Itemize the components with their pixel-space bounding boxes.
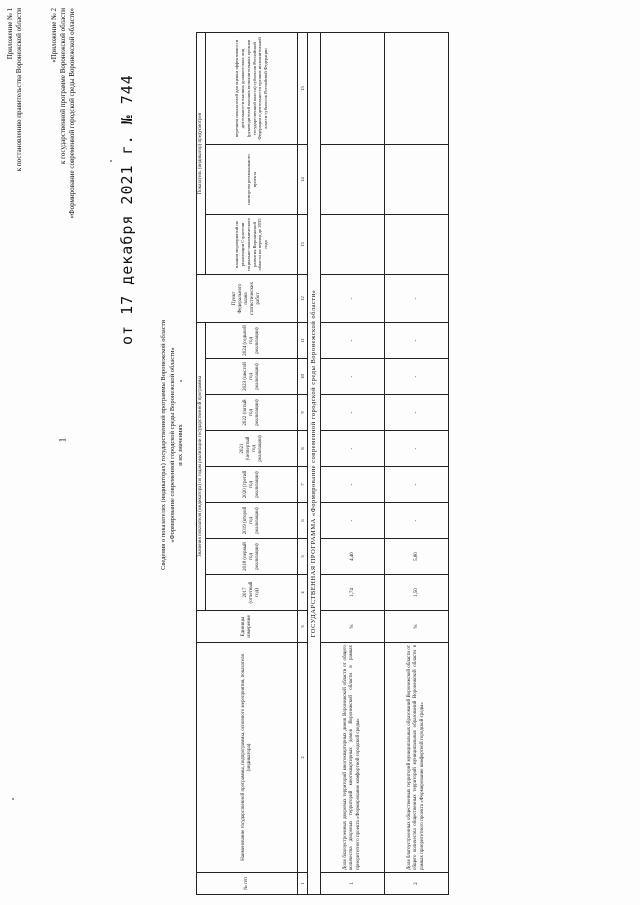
indicator-value: -	[321, 359, 385, 395]
column-number: 14	[298, 145, 308, 215]
page-number: 1	[57, 437, 68, 443]
header-appendix-line: Приложение № 1	[6, 8, 14, 60]
decree-value	[321, 32, 385, 144]
indicator-name: Доля благоустроенных дворовых территорий многоквартирных домов Воронежской области от общего количества дворовых территорий многоквартирных домов Воронежской области в рамках приоритетного проекта «Формирование комфортной городской среды»	[321, 643, 385, 873]
year-header: 2017 (отчетный год)	[206, 575, 298, 611]
column-number: 1	[298, 873, 308, 895]
year-header: 2022 (пятый год реализации)	[206, 395, 298, 431]
col-number-header: № п/п	[197, 873, 298, 895]
column-number: 15	[298, 32, 308, 144]
program-title-row	[308, 32, 321, 894]
indicator-value: -	[385, 395, 449, 431]
year-header: 2019 (второй год реализации)	[206, 503, 298, 539]
years-group-header: Значения показателя (индикатора) по годам реализации государственной программы	[197, 323, 206, 611]
column-number: 9	[298, 395, 308, 431]
column-number: 3	[298, 611, 308, 643]
indicator-value: -	[321, 431, 385, 467]
decree-value	[385, 32, 449, 144]
appendix-line-1: «Приложение № 2	[50, 8, 58, 63]
decree-header	[6, 8, 24, 428]
decree-date-stamp: от 17 декабря 2021 г. № 744	[118, 74, 136, 345]
source-group-header: Показатель (индикатор) предусмотрен	[197, 32, 206, 274]
column-number: 7	[298, 467, 308, 503]
col-unit-header: Единицы измерения	[197, 611, 298, 643]
year-header: 2024 (седьмой год реализации)	[206, 323, 298, 359]
scan-speck	[180, 380, 182, 382]
year-header: 2023 (шестой год реализации)	[206, 359, 298, 395]
col-strategy-header: планом мероприятий по реализации Стратегии социально-экономического развития Воронежской области на период до 2035 года	[206, 215, 298, 275]
scan-speck	[110, 160, 112, 162]
table-title	[160, 165, 186, 725]
column-number: 2	[298, 643, 308, 873]
indicator-name: Доля благоустроенных общественных территорий муниципальных образований Воронежской области от общего количества общественных территорий муниципальных образований Воронежской области в рамках приоритетного проекта «Формирование комфортной городской среды»	[385, 643, 449, 873]
strategy-value	[321, 215, 385, 275]
row-number: 2	[385, 873, 449, 895]
col-name-header: Наименование государственной программы, подпрограммы, основного мероприятия, показателя (индикатора)	[197, 643, 298, 873]
column-number: 13	[298, 215, 308, 275]
indicator-value: -	[385, 467, 449, 503]
column-number: 8	[298, 431, 308, 467]
title-line-3: и их значениях	[177, 424, 184, 466]
indicator-value: -	[385, 359, 449, 395]
indicators-table	[196, 32, 449, 895]
header-decree-line: к постановлению правительства Воронежской области	[15, 8, 23, 172]
appendix-line-2: к государственной программе Воронежской области	[59, 8, 67, 165]
indicator-value: 4,40	[321, 539, 385, 575]
indicator-value: 1,50	[385, 575, 449, 611]
appendix-line-3: «Формирование современной городской среды Воронежской области»	[68, 8, 76, 219]
column-number: 10	[298, 359, 308, 395]
indicator-unit: %	[385, 611, 449, 643]
federal-plan-value: -	[321, 275, 385, 323]
indicator-value: 5,80	[385, 539, 449, 575]
col-federal-plan-header: Пункт Федерального плана статистических работ	[197, 275, 298, 323]
indicator-unit: %	[321, 611, 385, 643]
table-row	[321, 32, 385, 894]
indicator-value: -	[321, 395, 385, 431]
regional-project-value	[385, 145, 449, 215]
year-header: 2020 (третий год реализации)	[206, 467, 298, 503]
federal-plan-value: -	[385, 275, 449, 323]
appendix-header	[50, 8, 77, 468]
indicator-value: -	[321, 503, 385, 539]
col-regional-project-header: паспортом регионального проекта	[206, 145, 298, 215]
indicator-value: -	[385, 431, 449, 467]
table-row	[385, 32, 449, 894]
indicator-value: -	[385, 323, 449, 359]
column-numbers-row	[298, 32, 308, 894]
column-number: 6	[298, 503, 308, 539]
indicator-value: -	[385, 503, 449, 539]
col-decree-header: перечнем показателей для оценки эффективности деятельности высших должностных лиц (руководителей высших исполнительных органов государственной власти) субъектов Российской Федерации и деятельности органов исполнительной власти субъектов Российской Федерации	[206, 32, 298, 144]
strategy-value	[385, 215, 449, 275]
indicator-value: -	[321, 467, 385, 503]
scan-speck	[12, 798, 14, 800]
title-line-1: Сведения о показателях (индикаторах) государственной программы Воронежской области	[160, 319, 167, 571]
column-number: 12	[298, 275, 308, 323]
column-number: 11	[298, 323, 308, 359]
column-number: 5	[298, 539, 308, 575]
indicator-value: -	[321, 323, 385, 359]
regional-project-value	[321, 145, 385, 215]
year-header: 2018 (первый год реализации)	[206, 539, 298, 575]
program-title: ГОСУДАРСТВЕННАЯ ПРОГРАММА «Формирование современной городской среды Воронежской области»	[308, 32, 321, 894]
column-number: 4	[298, 575, 308, 611]
indicator-value: 1,74	[321, 575, 385, 611]
year-header: 2021 (четвертый год реализации)	[206, 431, 298, 467]
title-line-2: «Формирование современной городской среды Воронежской области»	[168, 347, 176, 543]
row-number: 1	[321, 873, 385, 895]
